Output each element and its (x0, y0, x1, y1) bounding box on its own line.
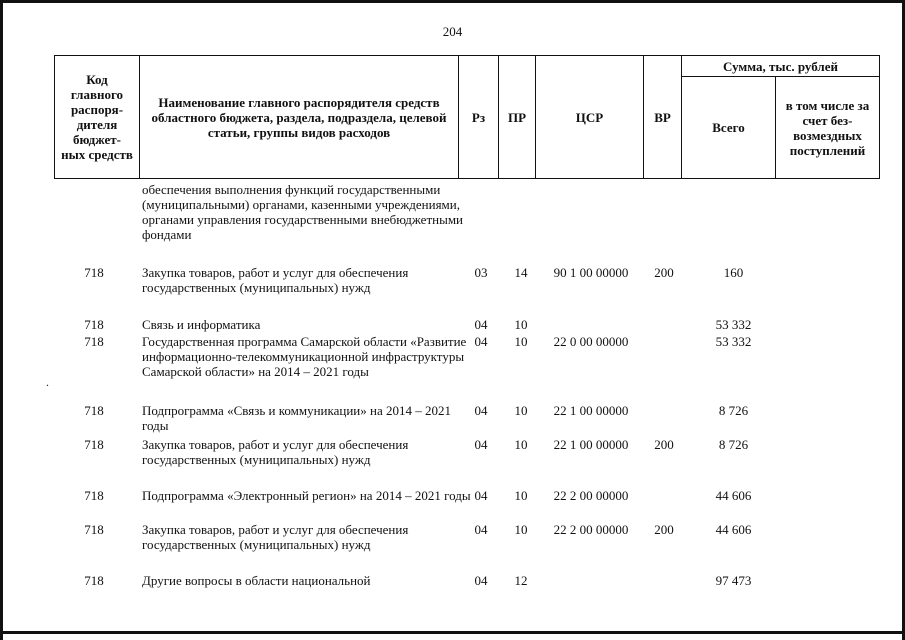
header-pr: ПР (498, 55, 536, 179)
row-pr: 10 (514, 317, 528, 332)
row-csr: 22 0 00 00000 (553, 334, 629, 349)
row-csr: 22 1 00 00000 (553, 437, 629, 452)
row-total: 8 726 (718, 403, 749, 418)
header-csr: ЦСР (535, 55, 644, 179)
row-name: Закупка товаров, работ и услуг для обеспечения государственных (муниципальных) нужд (142, 437, 409, 467)
row-code: 718 (84, 403, 104, 418)
row-code: 718 (84, 488, 104, 503)
row-name: Закупка товаров, работ и услуг для обеспечения государственных (муниципальных) нужд (142, 265, 409, 295)
row-pr: 10 (514, 403, 528, 418)
row-pr: 12 (514, 573, 528, 588)
row-name: обеспечения выполнения функций государственными (муниципальными) органами, казенными учреждениями, органами управления государственными внебюджетными фондами (142, 182, 464, 242)
header-rz: Рз (458, 55, 499, 179)
row-name: Другие вопросы в области национальной (142, 573, 371, 588)
row-rz: 03 (474, 265, 488, 280)
row-name: Государственная программа Самарской области «Развитие информационно-телекоммуникационной инфраструктуры Самарской области» на 2014 – 2021 годы (142, 334, 467, 379)
row-code: 718 (84, 573, 104, 588)
row-code: 718 (84, 265, 104, 280)
row-pr: 14 (514, 265, 528, 280)
row-pr: 10 (514, 522, 528, 537)
row-vr: 200 (654, 437, 674, 452)
page-frame-bottom (0, 631, 905, 634)
page-number: 204 (442, 24, 463, 39)
row-name: Связь и информатика (142, 317, 261, 332)
header-vr: ВР (643, 55, 682, 179)
header-total: Всего (681, 76, 776, 179)
row-csr: 22 2 00 00000 (553, 522, 629, 537)
header-name: Наименование главного распорядителя средств областного бюджета, раздела, подраздела, целевой статьи, группы видов расходов (139, 55, 459, 179)
row-rz: 04 (474, 317, 488, 332)
row-vr: 200 (654, 522, 674, 537)
row-total: 97 473 (715, 573, 752, 588)
row-total: 44 606 (715, 488, 752, 503)
row-code: 718 (84, 437, 104, 452)
scan-speck: . (46, 375, 49, 389)
row-total: 160 (723, 265, 744, 280)
row-code: 718 (84, 334, 104, 349)
row-csr: 22 1 00 00000 (553, 403, 629, 418)
row-rz: 04 (474, 403, 488, 418)
row-code: 718 (84, 522, 104, 537)
row-total: 53 332 (715, 317, 752, 332)
row-name: Закупка товаров, работ и услуг для обеспечения государственных (муниципальных) нужд (142, 522, 409, 552)
row-pr: 10 (514, 334, 528, 349)
page-frame-left (0, 0, 3, 640)
header-sum: Сумма, тыс. рублей (681, 55, 880, 77)
row-rz: 04 (474, 488, 488, 503)
row-rz: 04 (474, 522, 488, 537)
row-rz: 04 (474, 573, 488, 588)
row-rz: 04 (474, 334, 488, 349)
row-total: 53 332 (715, 334, 752, 349)
row-vr: 200 (654, 265, 674, 280)
row-name: Подпрограмма «Электронный регион» на 2014 – 2021 годы (142, 488, 471, 503)
row-name: Подпрограмма «Связь и коммуникации» на 2014 – 2021 годы (142, 403, 451, 433)
row-total: 44 606 (715, 522, 752, 537)
header-incl: в том числе за счет без-возмездных поступлений (775, 76, 880, 179)
row-csr: 22 2 00 00000 (553, 488, 629, 503)
row-pr: 10 (514, 488, 528, 503)
row-total: 8 726 (718, 437, 749, 452)
row-rz: 04 (474, 437, 488, 452)
page-frame-top (0, 0, 905, 3)
row-pr: 10 (514, 437, 528, 452)
row-code: 718 (84, 317, 104, 332)
row-csr: 90 1 00 00000 (553, 265, 629, 280)
header-code: Код главного распоря-дителя бюджет-ных средств (54, 55, 140, 179)
